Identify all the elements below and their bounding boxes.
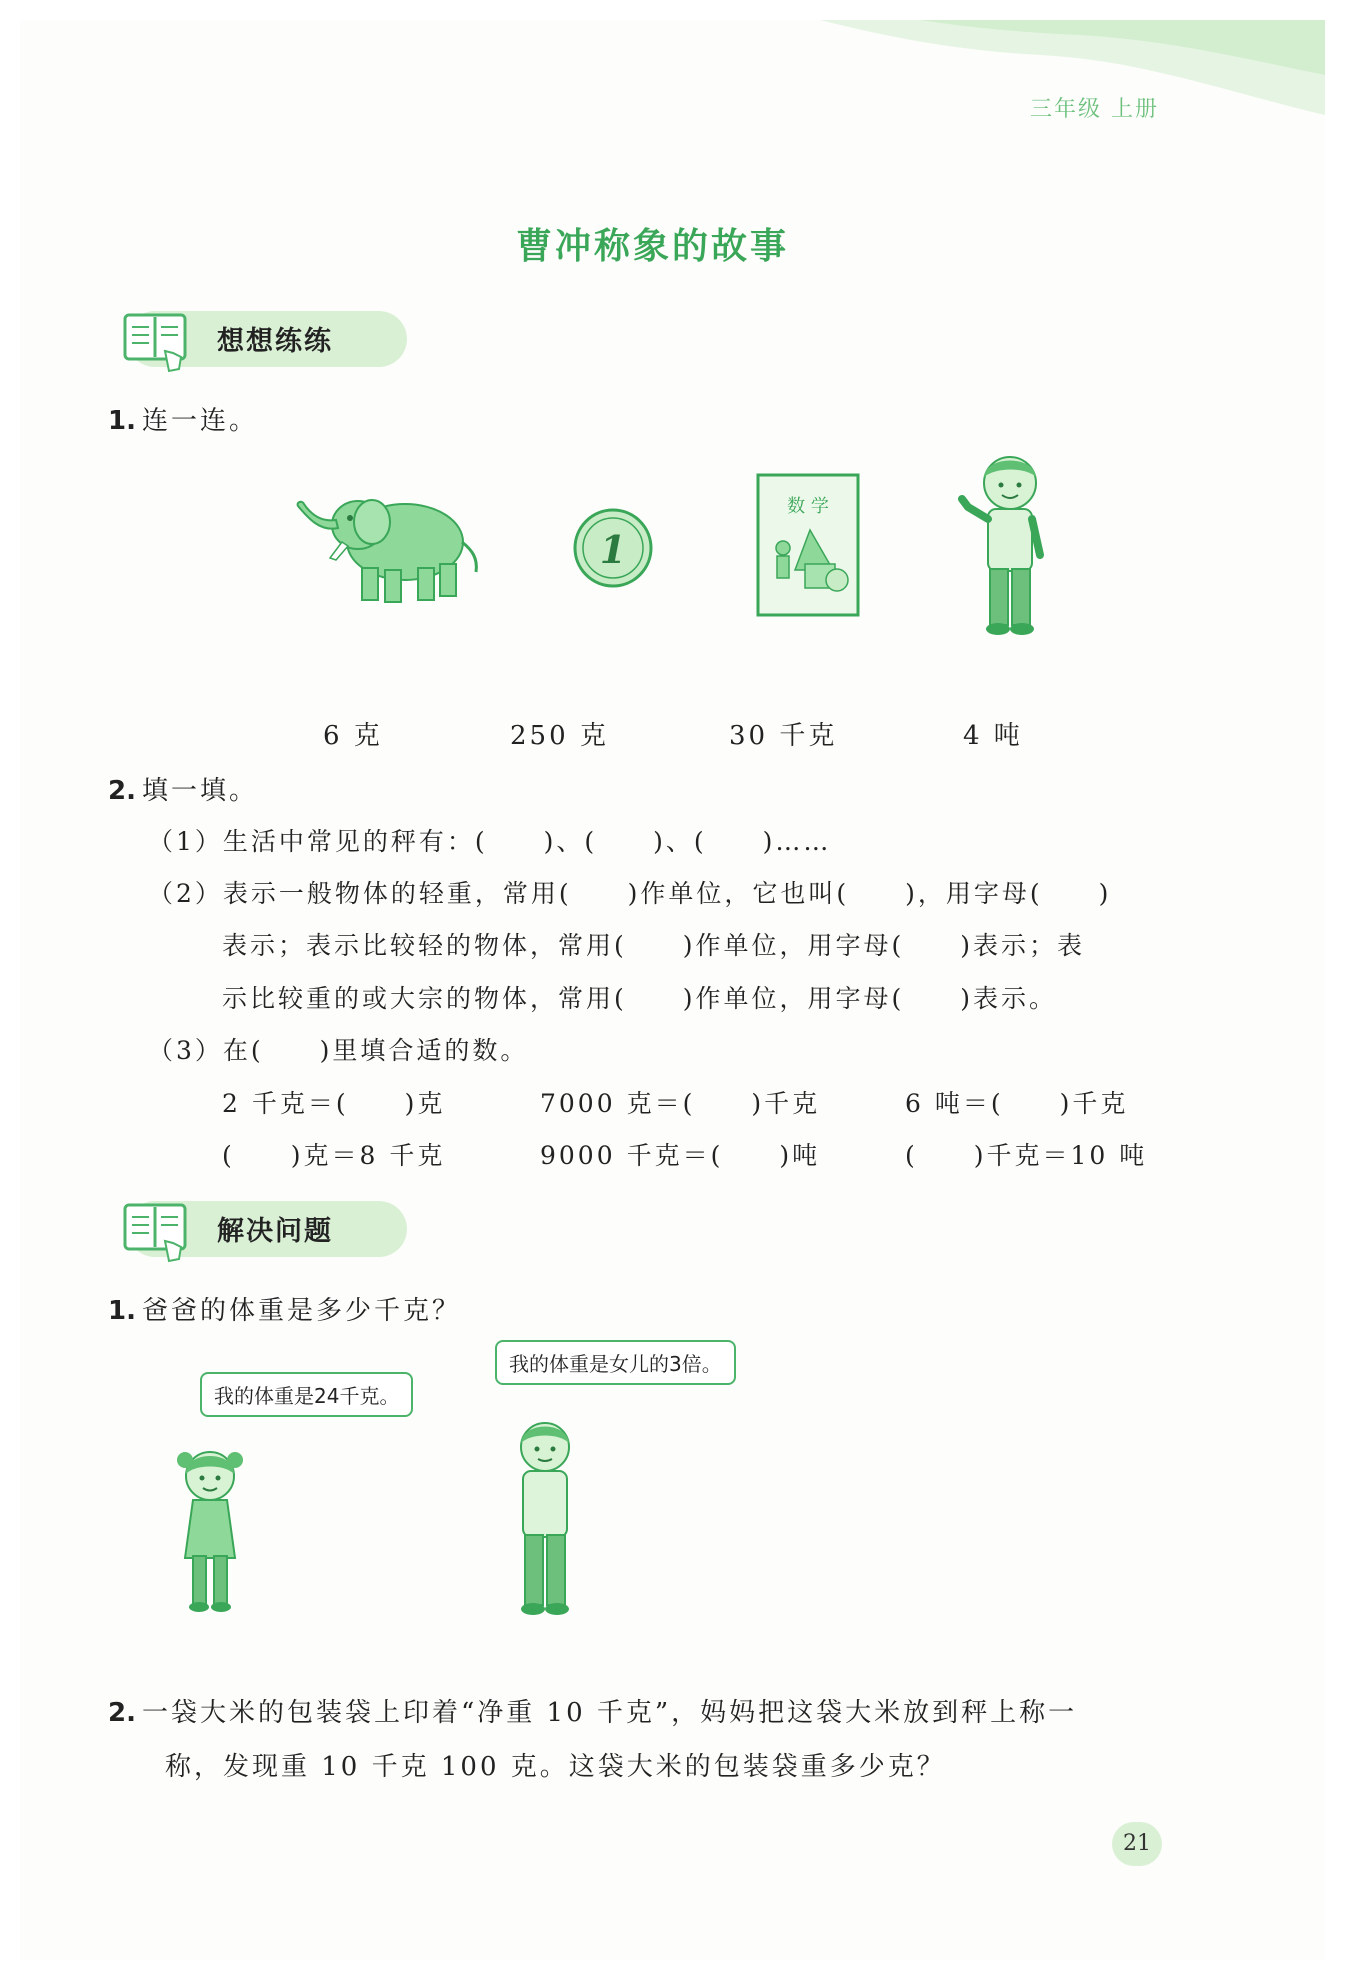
weight-option-1: 6 克 bbox=[323, 721, 383, 751]
book-hand-icon bbox=[107, 305, 197, 375]
section-header-problems bbox=[107, 1195, 407, 1261]
coin-digit: 1 bbox=[599, 527, 627, 572]
fill-line-1: （1）生活中常见的秤有：( )、( )、( )…… bbox=[148, 827, 832, 856]
conversion-item: 7000 克＝( )千克 bbox=[540, 1089, 821, 1118]
question-number: 2. bbox=[108, 1698, 136, 1728]
dad-illustration bbox=[505, 1415, 585, 1625]
question-text: 爸爸的体重是多少千克？ bbox=[141, 1296, 461, 1326]
elephant-illustration bbox=[290, 480, 490, 610]
boy-illustration bbox=[950, 445, 1060, 645]
problem-1 bbox=[108, 1290, 461, 1327]
girl-illustration bbox=[165, 1440, 255, 1620]
section-label: 解决问题 bbox=[217, 1216, 333, 1247]
header-wave-decoration bbox=[20, 20, 1325, 160]
section-header-practice bbox=[107, 305, 407, 371]
question-text: 连一连。 bbox=[141, 406, 258, 436]
question-text: 一袋大米的包装袋上印着“净重 10 千克”，妈妈把这袋大米放到秤上称一 bbox=[141, 1698, 1078, 1728]
question-number: 1. bbox=[108, 406, 136, 436]
dad-speech-bubble: 我的体重是女儿的3倍。 bbox=[495, 1340, 736, 1385]
fill-line-5: （3）在( )里填合适的数。 bbox=[148, 1036, 529, 1065]
fill-line-3: 表示；表示比较轻的物体，常用( )作单位，用字母( )表示；表 bbox=[222, 931, 1086, 960]
conversion-item: 2 千克＝( )克 bbox=[222, 1089, 446, 1118]
conversion-item: 9000 千克＝( )吨 bbox=[540, 1141, 821, 1170]
conversion-item: ( )克＝8 千克 bbox=[222, 1141, 446, 1170]
fill-line-2: （2）表示一般物体的轻重，常用( )作单位，它也叫( )，用字母( ) bbox=[148, 879, 1112, 908]
weight-option-3: 30 千克 bbox=[729, 721, 838, 751]
section-label: 想想练练 bbox=[217, 326, 333, 357]
page-number: 21 bbox=[1112, 1822, 1162, 1866]
math-book-illustration bbox=[755, 472, 861, 618]
problem-2 bbox=[108, 1692, 1077, 1729]
conversion-item: ( )千克＝10 吨 bbox=[905, 1141, 1148, 1170]
question-2 bbox=[108, 770, 258, 807]
weight-option-2: 250 克 bbox=[510, 721, 609, 751]
conversion-item: 6 吨＝( )千克 bbox=[905, 1089, 1129, 1118]
page-title: 曹冲称象的故事 bbox=[515, 226, 789, 267]
girl-speech-bubble: 我的体重是24千克。 bbox=[200, 1372, 413, 1417]
fill-line-4: 示比较重的或大宗的物体，常用( )作单位，用字母( )表示。 bbox=[222, 984, 1058, 1013]
question-text: 填一填。 bbox=[141, 776, 258, 806]
question-number: 1. bbox=[108, 1296, 136, 1326]
weight-option-4: 4 吨 bbox=[963, 721, 1023, 751]
question-1 bbox=[108, 400, 258, 437]
book-cover-text: 数 学 bbox=[787, 496, 829, 517]
book-hand-icon bbox=[107, 1195, 197, 1265]
problem-2-line-2: 称，发现重 10 千克 100 克。这袋大米的包装袋重多少克？ bbox=[165, 1752, 946, 1782]
grade-label: 三年级 上册 bbox=[1030, 97, 1159, 122]
question-number: 2. bbox=[108, 776, 136, 806]
coin-illustration bbox=[570, 505, 656, 591]
